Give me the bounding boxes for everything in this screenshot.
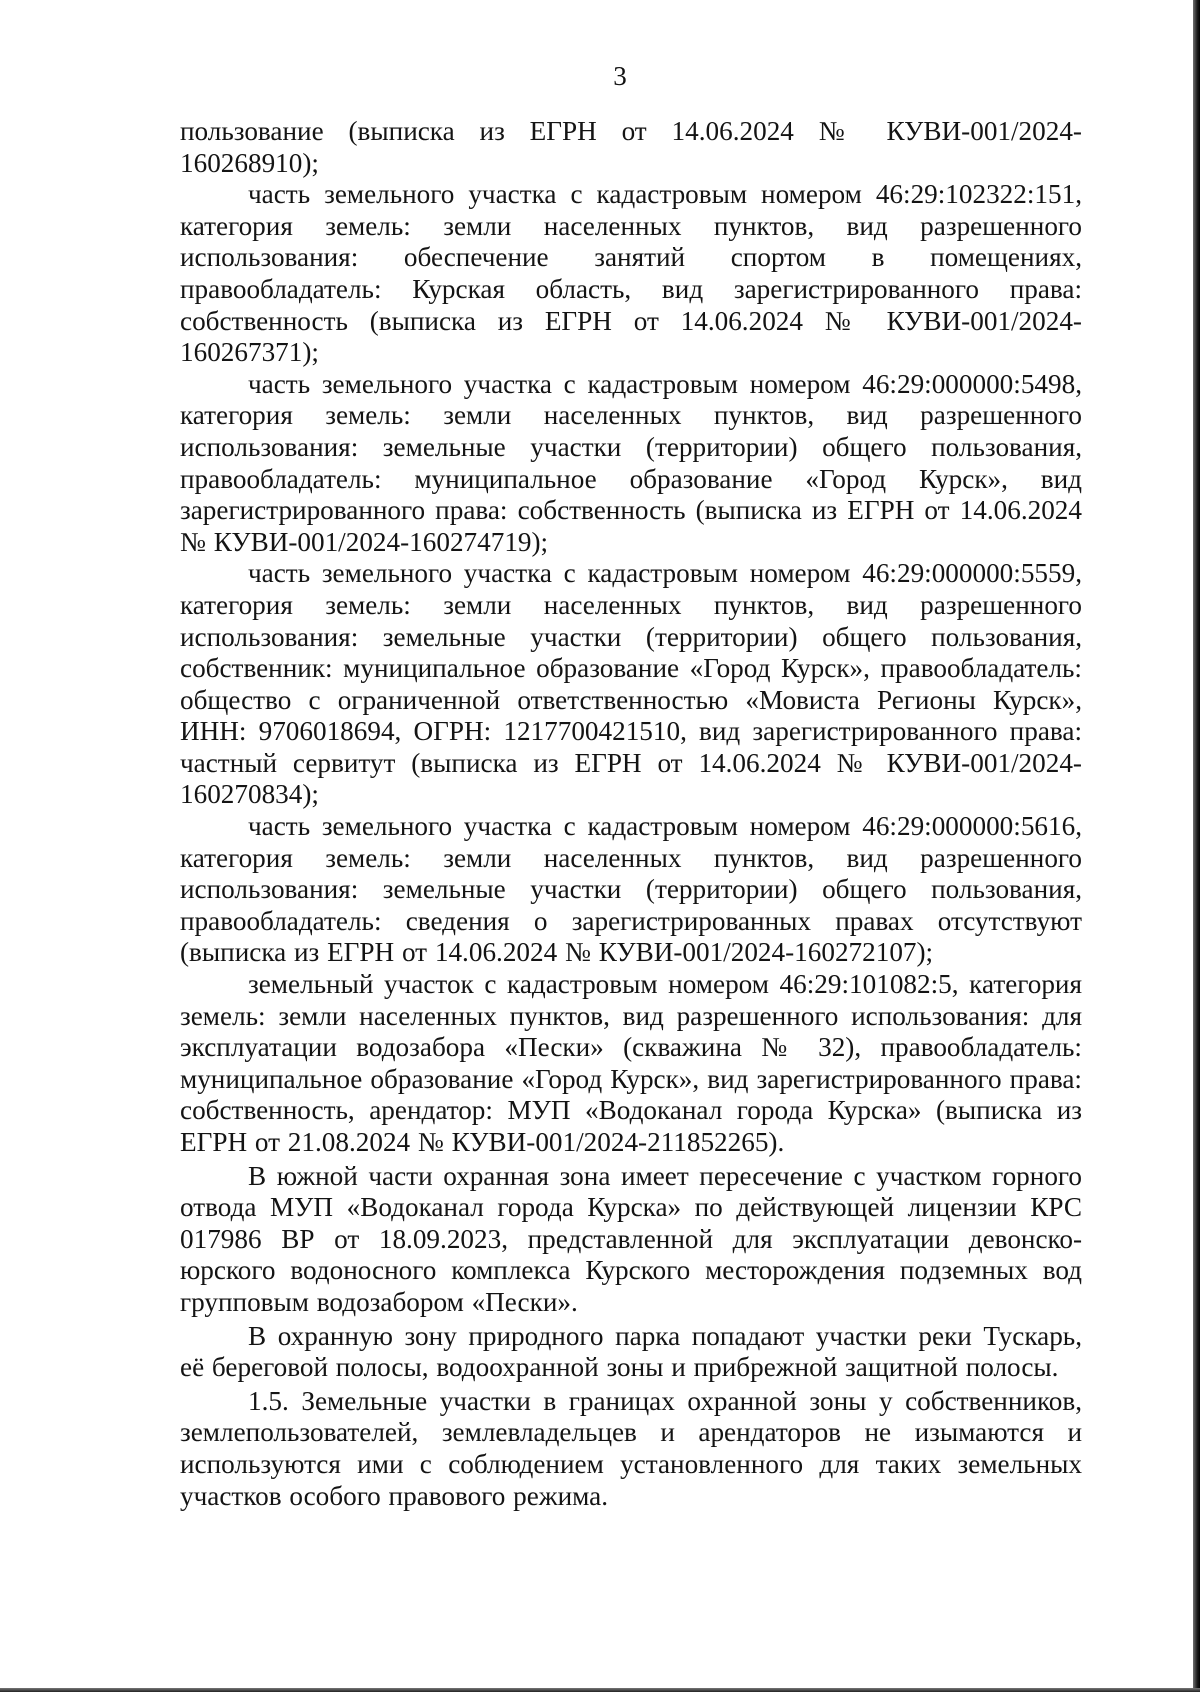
paragraph-mining-allotment: В южной части охранная зона имеет пересечение с участком горного отвода МУП «Водоканал города Курска» по действующей лицензии КРС 017986 ВР от 18.09.2023, представленной для эксплуатации девонско-юрского водоносного комплекса Курского месторождения подземных вод групповым водозабором «Пески». xyxy=(180,1160,1082,1317)
paragraph-section-1-5: 1.5. Земельные участки в границах охранной зоны у собственников, землепользователей, землевладельцев и арендаторов не изымаются и используются ими с соблюдением установленного для таких земельных участков особого правового режима. xyxy=(180,1385,1082,1511)
paragraph-plot-102322-151: часть земельного участка с кадастровым номером 46:29:102322:151, категория земель: земли населенных пунктов, вид разрешенного использования: обеспечение занятий спортом в помещениях, правообладатель: Курская область, вид зарегистрированного права: собственность (выписка из ЕГРН от 14.06.2024 № КУВИ-001/2024-160267371); xyxy=(180,179,1082,368)
scan-edge-right xyxy=(1193,0,1200,1692)
paragraph-plot-5616: часть земельного участка с кадастровым номером 46:29:000000:5616, категория земель: земли населенных пунктов, вид разрешенного использования: земельные участки (территории) общего пользования, правообладатель: сведения о зарегистрированных правах отсутствуют (выписка из ЕГРН от 14.06.2024 № КУВИ-001/2024-160272107); xyxy=(180,811,1082,968)
scan-edge-bottom xyxy=(0,1688,1200,1692)
document-body xyxy=(180,116,1082,1512)
paragraph-plot-101082-5: земельный участок с кадастровым номером 46:29:101082:5, категория земель: земли населенных пунктов, вид разрешенного использования: для эксплуатации водозабора «Пески» (скважина № 32), правообладатель: муниципальное образование «Город Курск», вид зарегистрированного права: собственность, арендатор: МУП «Водоканал города Курска» (выписка из ЕГРН от 21.08.2024 № КУВИ-001/2024-211852265). xyxy=(180,969,1082,1157)
paragraph-plot-5559: часть земельного участка с кадастровым номером 46:29:000000:5559, категория земель: земли населенных пунктов, вид разрешенного использования: земельные участки (территории) общего пользования, собственник: муниципальное образование «Город Курск», правообладатель: общество с ограниченной ответственностью «Мовиста Регионы Курск», ИНН: 9706018694, ОГРН: 1217700421510, вид зарегистрированного права: частный сервитут (выписка из ЕГРН от 14.06.2024 № КУВИ-001/2024-160270834); xyxy=(180,558,1082,810)
paragraph-plot-5498: часть земельного участка с кадастровым номером 46:29:000000:5498, категория земель: земли населенных пунктов, вид разрешенного использования: земельные участки (территории) общего пользования, правообладатель: муниципальное образование «Город Курск», вид зарегистрированного права: собственность (выписка из ЕГРН от 14.06.2024 № КУВИ-001/2024-160274719); xyxy=(180,368,1082,557)
paragraph-continued: пользование (выписка из ЕГРН от 14.06.2024 № КУВИ-001/2024-160268910); xyxy=(180,116,1082,178)
page-number: 3 xyxy=(613,61,627,91)
paragraph-river-tuskar: В охранную зону природного парка попадают участки реки Тускарь, её береговой полосы, водоохранной зоны и прибрежной защитной полосы. xyxy=(180,1320,1082,1383)
